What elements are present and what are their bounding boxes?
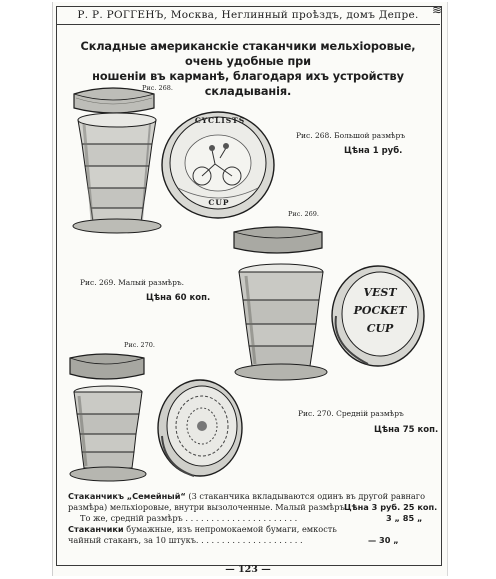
title-line-2: ношеніи въ карманѣ, благодаря ихъ устройству складыванія. bbox=[92, 70, 404, 98]
paper-cups-line-1 bbox=[68, 524, 438, 534]
page-header: Р. Р. РОГГЕНЪ, Москва, Неглинный проѣздъ, домъ Депре. bbox=[77, 9, 419, 21]
cyclists-lid-text-bottom: CUP bbox=[208, 198, 230, 207]
fig-tag-268: Рис. 268. bbox=[142, 84, 173, 92]
cup-illustration-269 bbox=[226, 220, 338, 385]
family-cup-desc-1: (3 стаканчика вкладываются одинъ въ другой равнаго bbox=[188, 491, 426, 501]
fig-270-caption: Рис. 270. Средній размѣръ bbox=[298, 409, 404, 418]
fig-268-caption: Рис. 268. Большой размѣръ bbox=[296, 131, 406, 140]
paper-cups-desc-1: бумажные, изъ непромокаемой бумаги, емкость bbox=[126, 524, 337, 534]
family-cup-desc-2: размѣра) мельхіоровые, внутри вызолоченные. Малый размѣръ . . bbox=[68, 502, 356, 512]
fig-269-price: Цѣна 60 коп. bbox=[146, 293, 211, 303]
vest-lid-text-2: POCKET bbox=[353, 304, 407, 317]
page-number: — 123 — bbox=[225, 564, 271, 575]
ornamental-lid-illustration bbox=[154, 376, 244, 480]
fig-268-price: Цѣна 1 руб. bbox=[344, 146, 403, 156]
vest-lid-text-3: CUP bbox=[366, 322, 394, 335]
family-cup-name: „Семейный“ bbox=[126, 491, 186, 501]
family-cup-line-1 bbox=[68, 491, 438, 501]
paper-cups-price: — 30 „ bbox=[368, 535, 399, 545]
corner-mark: ≋ bbox=[432, 3, 443, 17]
cyclists-lid-text-top: CYCLISTS bbox=[194, 116, 246, 125]
header-rule bbox=[56, 24, 440, 25]
fig-269-caption: Рис. 269. Малый размѣръ. bbox=[80, 278, 185, 287]
fig-tag-270: Рис. 270. bbox=[124, 341, 155, 349]
cup-illustration-268 bbox=[62, 84, 172, 244]
family-cup-price-medium: 3 „ 85 „ bbox=[386, 513, 423, 523]
paper-cups-desc-2: чайный стаканъ, за 10 штукъ. . . . . . . . . . . . . . . . . . . . . bbox=[68, 535, 303, 545]
vest-lid-text-1: VEST bbox=[363, 286, 397, 299]
title-line-1: Складные американскіе стаканчики мельхіоровые, очень удобные при bbox=[80, 40, 416, 68]
paper-cups-label: Стаканчики bbox=[68, 524, 124, 534]
paper-cups-line-2 bbox=[68, 535, 438, 545]
fig-270-price: Цѣна 75 коп. bbox=[374, 425, 439, 435]
fig-tag-269: Рис. 269. bbox=[288, 210, 319, 218]
family-cup-medium-desc: То же, средній размѣръ . . . . . . . . . . . . . . . . . . . . . . bbox=[80, 513, 298, 523]
family-cup-label: Стаканчикъ bbox=[68, 491, 125, 501]
family-cup-price-small: Цѣна 3 руб. 25 коп. bbox=[344, 502, 438, 512]
family-cup-line-3 bbox=[68, 513, 438, 523]
family-cup-line-2 bbox=[68, 502, 438, 512]
cup-illustration-270 bbox=[64, 352, 156, 492]
